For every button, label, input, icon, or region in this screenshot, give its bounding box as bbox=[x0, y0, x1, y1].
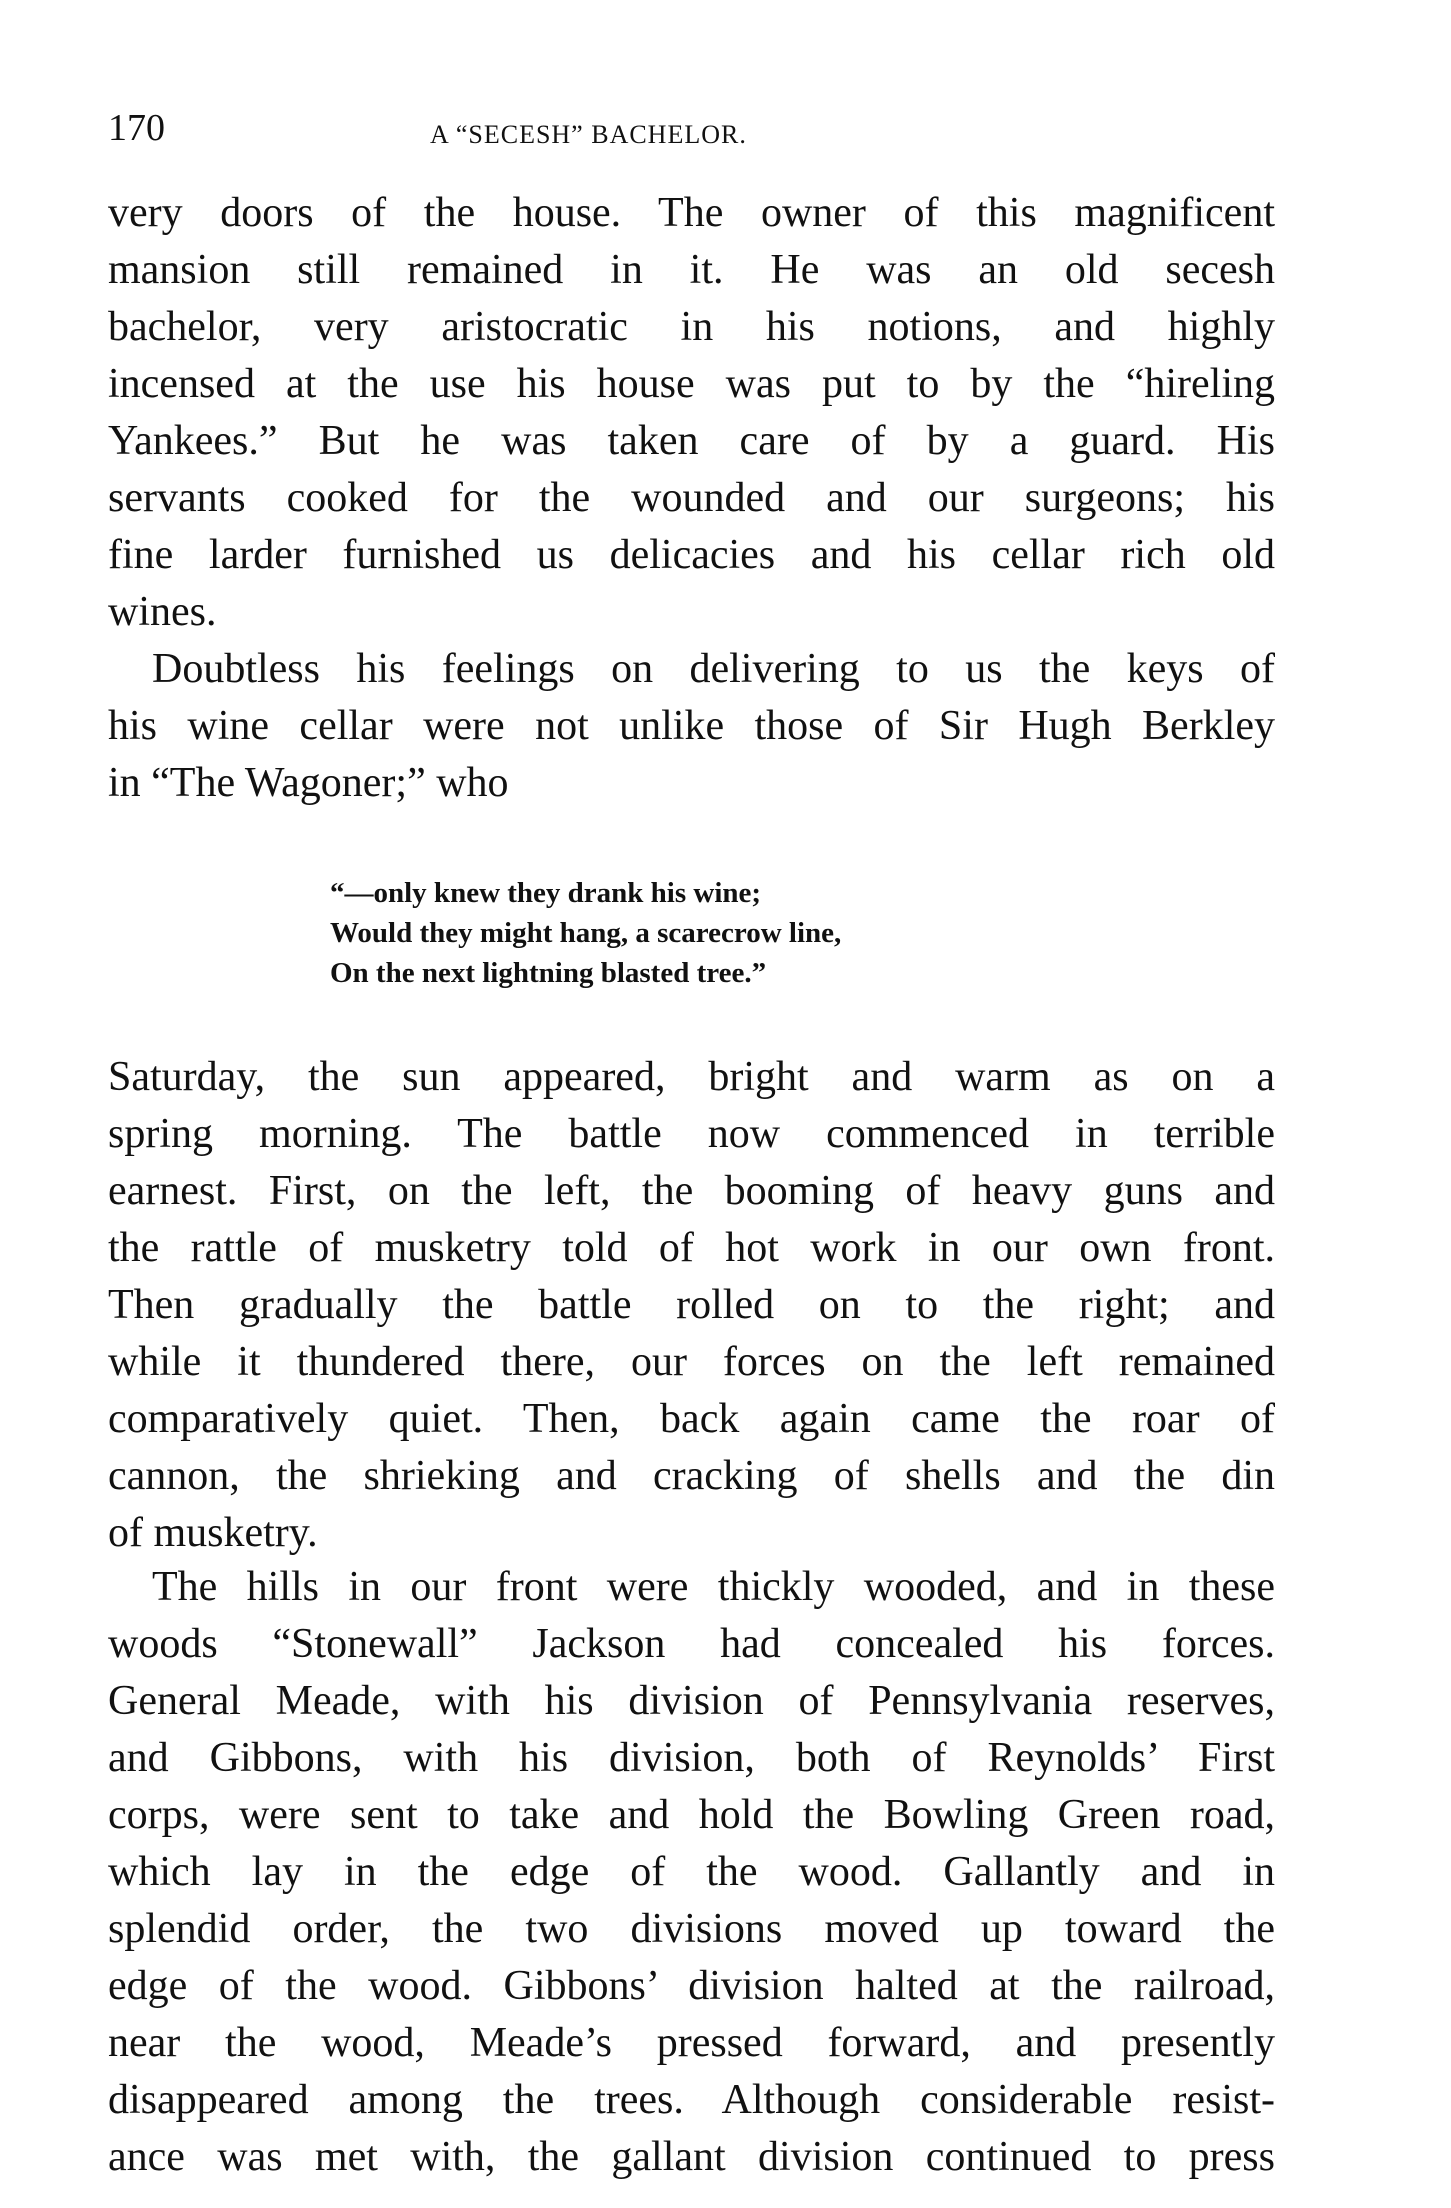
text-line: fine larder furnished us delicacies and his cellar rich old bbox=[108, 532, 1275, 578]
text-line: woods “Stonewall” Jackson had concealed his forces. bbox=[108, 1621, 1275, 1667]
page-number: 170 bbox=[108, 107, 165, 149]
text-line: General Meade, with his division of Pennsylvania reserves, bbox=[108, 1678, 1275, 1724]
text-line: wines. bbox=[108, 589, 217, 635]
text-line: Doubtless his feelings on delivering to us the keys of bbox=[152, 646, 1275, 692]
text-line: in “The Wagoner;” who bbox=[108, 760, 509, 806]
text-line: earnest. First, on the left, the booming of heavy guns and bbox=[108, 1168, 1275, 1214]
text-line: ance was met with, the gallant division continued to press bbox=[108, 2134, 1275, 2180]
text-line: very doors of the house. The owner of this magnificent bbox=[108, 190, 1275, 236]
text-line: bachelor, very aristocratic in his notions, and highly bbox=[108, 304, 1275, 350]
text-line: comparatively quiet. Then, back again came the roar of bbox=[108, 1396, 1275, 1442]
text-line: Yankees.” But he was taken care of by a guard. His bbox=[108, 418, 1275, 464]
verse-line: Would they might hang, a scarecrow line, bbox=[330, 917, 842, 949]
text-line: servants cooked for the wounded and our surgeons; his bbox=[108, 475, 1275, 521]
verse-line: On the next lightning blasted tree.” bbox=[330, 957, 767, 989]
text-line: while it thundered there, our forces on the left remained bbox=[108, 1339, 1275, 1385]
text-line: disappeared among the trees. Although considerable resist- bbox=[108, 2077, 1275, 2123]
text-line: his wine cellar were not unlike those of Sir Hugh Berkley bbox=[108, 703, 1275, 749]
text-line: of musketry. bbox=[108, 1510, 318, 1556]
verse-line: “—only knew they drank his wine; bbox=[330, 877, 762, 909]
running-title: A “SECESH” BACHELOR. bbox=[430, 120, 747, 149]
text-line: spring morning. The battle now commenced in terrible bbox=[108, 1111, 1275, 1157]
text-line: The hills in our front were thickly wooded, and in these bbox=[152, 1564, 1275, 1610]
text-line: near the wood, Meade’s pressed forward, and presently bbox=[108, 2020, 1275, 2066]
text-line: mansion still remained in it. He was an old secesh bbox=[108, 247, 1275, 293]
text-line: the rattle of musketry told of hot work in our own front. bbox=[108, 1225, 1275, 1271]
text-line: Saturday, the sun appeared, bright and warm as on a bbox=[108, 1054, 1275, 1100]
text-line: and Gibbons, with his division, both of Reynolds’ First bbox=[108, 1735, 1275, 1781]
text-line: cannon, the shrieking and cracking of shells and the din bbox=[108, 1453, 1275, 1499]
text-line: splendid order, the two divisions moved up toward the bbox=[108, 1906, 1275, 1952]
text-line: incensed at the use his house was put to by the “hireling bbox=[108, 361, 1275, 407]
text-line: edge of the wood. Gibbons’ division halted at the railroad, bbox=[108, 1963, 1275, 2009]
text-line: which lay in the edge of the wood. Gallantly and in bbox=[108, 1849, 1275, 1895]
text-line: Then gradually the battle rolled on to the right; and bbox=[108, 1282, 1275, 1328]
text-line: corps, were sent to take and hold the Bowling Green road, bbox=[108, 1792, 1275, 1838]
